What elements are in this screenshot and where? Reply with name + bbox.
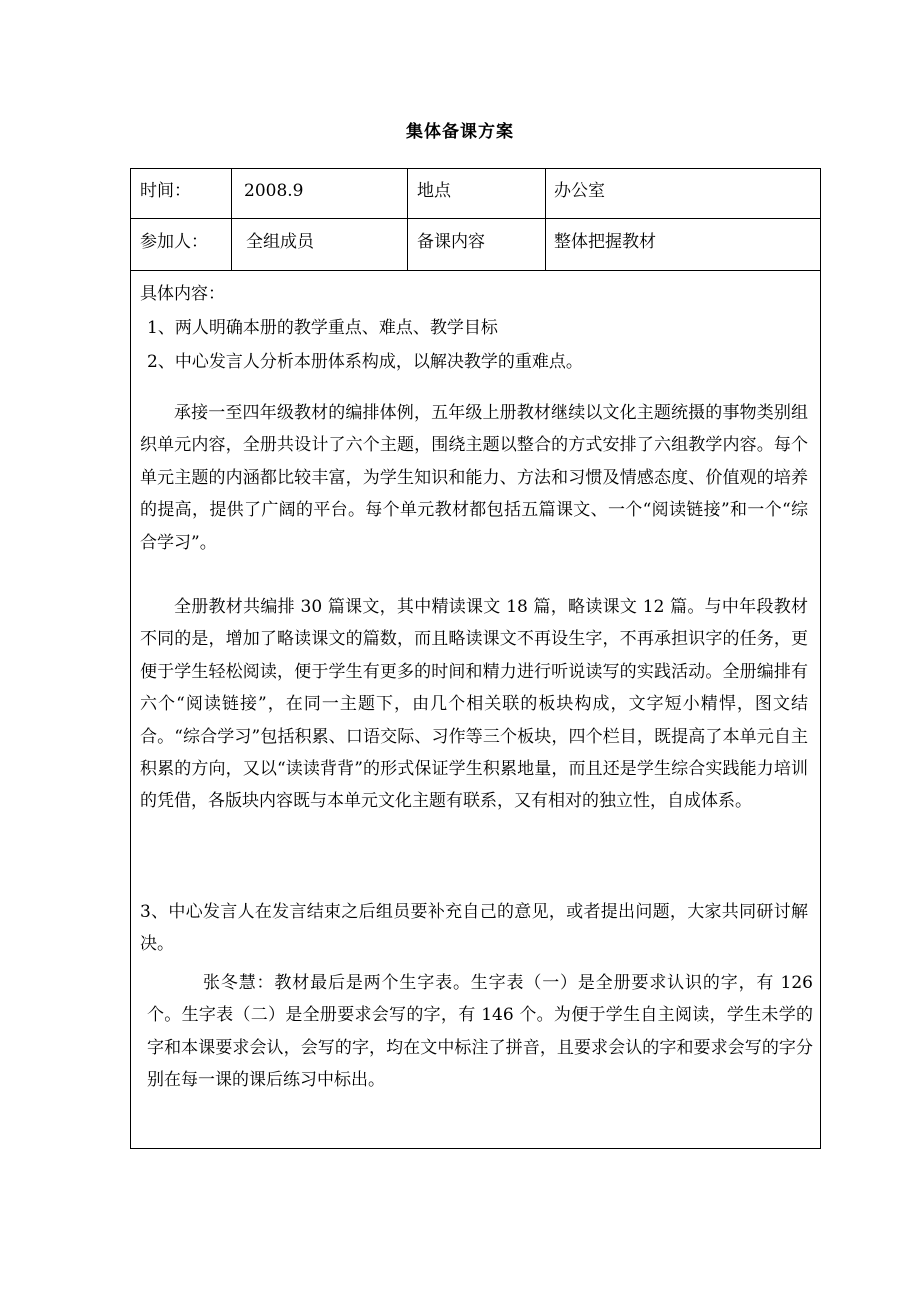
row-divider [131, 218, 820, 219]
item-3: 3、中心发言人在发言结束之后组员要补充自己的意见，或者提出问题，大家共同研讨解决。 [140, 902, 808, 955]
time-value: 2008.9 [244, 181, 304, 201]
column-divider [231, 169, 232, 270]
row-divider [131, 270, 820, 271]
teacher-comment-paragraph: 张冬慧：教材最后是两个生字表。生字表（一）是全册要求认识的字，有 126 个。生字表（二）是全册要求会写的字，有 146 个。为便于学生自主阅读，学生未学的字和本课要求会认，会写的字，均在文中标注了拼音，且要求会认的字和要求会写的字分别在每一课的课后练习中标出。 [147, 973, 813, 1091]
place-label: 地点 [417, 181, 451, 201]
participants-value: 全组成员 [246, 232, 314, 252]
analysis-paragraph-2: 全册教材共编排 30 篇课文，其中精读课文 18 篇，略读课文 12 篇。与中年段教材不同的是，增加了略读课文的篇数，而且略读课文不再设生字，不再承担识字的任务，更便于学生轻松阅读，便于学生有更多的时间和精力进行听说读写的实践活动。全册编排有六个“阅读链接”，在同一主题下，由几个相关联的板块构成，文字短小精悍，图文结合。“综合学习”包括积累、口语交际、习作等三个板块，四个栏目，既提高了本单元自主积累的方向，又以“读读背背”的形式保证学生积累地量，而且还是学生综合实践能力培训的凭借，各版块内容既与本单元文化主题有联系，又有相对的独立性，自成体系。 [140, 597, 808, 812]
document-title: 集体备课方案 [406, 122, 514, 142]
item-1: 1、两人明确本册的教学重点、难点、教学目标 [147, 318, 498, 338]
column-divider [407, 169, 408, 270]
time-label: 时间： [140, 181, 191, 201]
item-2: 2、中心发言人分析本册体系构成，以解决教学的重难点。 [147, 352, 583, 372]
details-heading: 具体内容： [140, 284, 225, 304]
place-value: 办公室 [554, 181, 605, 201]
analysis-paragraph-1: 承接一至四年级教材的编排体例，五年级上册教材继续以文化主题统摄的事物类别组织单元内容，全册共设计了六个主题，围绕主题以整合的方式安排了六组教学内容。每个单元主题的内涵都比较丰富，为学生知识和能力、方法和习惯及情感态度、价值观的培养的提高，提供了广阔的平台。每个单元教材都包括五篇课文、一个“阅读链接”和一个“综合学习”。 [140, 403, 808, 553]
content-value: 整体把握教材 [554, 232, 656, 252]
participants-label: 参加人： [140, 232, 208, 252]
lesson-plan-table [130, 168, 821, 1149]
content-label: 备课内容 [417, 232, 485, 252]
column-divider [545, 169, 546, 270]
